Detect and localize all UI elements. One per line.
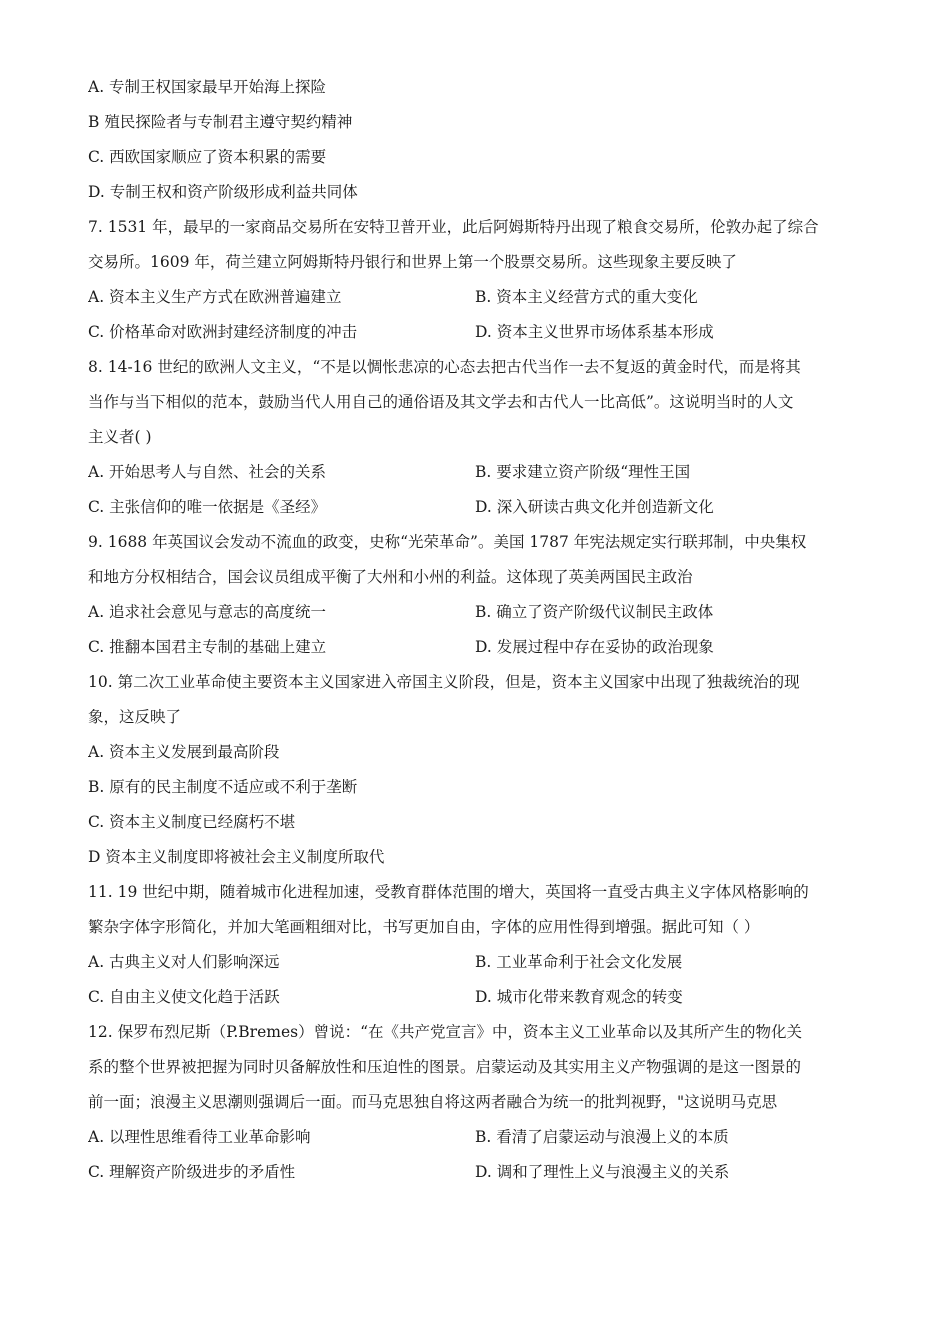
- q8-option-c: C. 主张信仰的唯一依据是《圣经》: [88, 498, 327, 516]
- q6-option-d: D. 专制王权和资产阶级形成利益共同体: [88, 183, 358, 201]
- q8-option-b: B. 要求建立资产阶级“理性王国: [475, 463, 691, 481]
- q12-option-b: B. 看清了启蒙运动与浪漫上义的本质: [475, 1128, 729, 1146]
- q7-option-d: D. 资本主义世界市场体系基本形成: [475, 323, 714, 341]
- q11-option-b: B. 工业革命利于社会文化发展: [475, 953, 683, 971]
- q11-options-row-2: [88, 980, 863, 1015]
- q11-option-c: C. 自由主义使文化趋于活跃: [88, 988, 280, 1006]
- q9-stem-line-2: 和地方分权相结合，国会议员组成平衡了大州和小州的利益。这体现了英美两国民主政治: [88, 568, 693, 586]
- q7-options-row-2: [88, 315, 863, 350]
- q9-option-a: A. 追求社会意见与意志的高度统一: [88, 603, 327, 621]
- q12-options-row-2: [88, 1155, 863, 1190]
- q7-option-b: B. 资本主义经营方式的重大变化: [475, 288, 698, 306]
- q12-option-c: C. 理解资产阶级进步的矛盾性: [88, 1163, 296, 1181]
- q9-stem-line-1: 9. 1688 年英国议会发动不流血的政变，史称“光荣革命”。美国 1787 年宪法规定实行联邦制，中央集权: [88, 533, 807, 551]
- q10-option-a: A. 资本主义发展到最高阶段: [88, 743, 280, 761]
- q7-stem-line-2: 交易所。1609 年，荷兰建立阿姆斯特丹银行和世界上第一个股票交易所。这些现象主要反映了: [88, 253, 737, 271]
- q8-option-a: A. 开始思考人与自然、社会的关系: [88, 463, 327, 481]
- q11-options-row-1: [88, 945, 863, 980]
- q12-option-d: D. 调和了理性上义与浪漫主义的关系: [475, 1163, 730, 1181]
- q12-options-row-1: [88, 1120, 863, 1155]
- q11-option-d: D. 城市化带来教育观念的转变: [475, 988, 683, 1006]
- q6-option-a: A. 专制王权国家最早开始海上探险: [88, 78, 327, 96]
- q10-option-c: C. 资本主义制度已经腐朽不堪: [88, 813, 296, 831]
- q8-options-row-1: [88, 455, 863, 490]
- q8-stem-line-2: 当作与当下相似的范本，鼓励当代人用自己的通俗语及其文学去和古代人一比高低”。这说明当时的人文: [88, 393, 794, 411]
- q9-option-b: B. 确立了资产阶级代议制民主政体: [475, 603, 714, 621]
- q10-option-b: B. 原有的民主制度不适应或不利于垄断: [88, 778, 358, 796]
- q6-option-c: C. 西欧国家顺应了资本积累的需要: [88, 148, 327, 166]
- q9-option-c: C. 推翻本国君主专制的基础上建立: [88, 638, 327, 656]
- q9-options-row-1: [88, 595, 863, 630]
- q8-options-row-2: [88, 490, 863, 525]
- q10-option-d: D 资本主义制度即将被社会主义制度所取代: [88, 848, 385, 866]
- q8-option-d: D. 深入研读古典文化并创造新文化: [475, 498, 714, 516]
- q11-option-a: A. 古典主义对人们影响深远: [88, 953, 280, 971]
- q12-option-a: A. 以理性思维看待工业革命影响: [88, 1128, 311, 1146]
- q7-options-row-1: [88, 280, 863, 315]
- q8-stem-line-3: 主义者( ): [88, 428, 152, 446]
- q8-stem-line-1: 8. 14-16 世纪的欧洲人文主义，“不是以惆怅悲凉的心态去把古代当作一去不复返的黄金时代，而是将其: [88, 358, 801, 376]
- q6-option-b: B 殖民探险者与专制君主遵守契约精神: [88, 113, 353, 131]
- q9-option-d: D. 发展过程中存在妥协的政治现象: [475, 638, 714, 656]
- q12-stem-line-2: 系的整个世界被把握为同时贝备解放性和压迫性的图景。启蒙运动及其实用主义产物强调的是这一图景的: [88, 1058, 802, 1076]
- q7-option-a: A. 资本主义生产方式在欧洲普遍建立: [88, 288, 342, 306]
- q10-stem-line-1: 10. 第二次工业革命使主要资本主义国家进入帝国主义阶段，但是，资本主义国家中出现了独裁统治的现: [88, 673, 800, 691]
- q12-stem-line-3: 前一面；浪漫主义思潮则强调后一面。而马克思独自将这两者融合为统一的批判视野，"这说明马克思: [88, 1093, 778, 1111]
- q12-stem-line-1: 12. 保罗布烈尼斯（P.Bremes）曾说：“在《共产党宣言》中，资本主义工业革命以及其所产生的物化关: [88, 1023, 803, 1041]
- q11-stem-line-2: 繁杂字体字形简化，并加大笔画粗细对比，书写更加自由，字体的应用性得到增强。据此可知（ ）: [88, 918, 760, 936]
- q9-options-row-2: [88, 630, 863, 665]
- q7-option-c: C. 价格革命对欧洲封建经济制度的冲击: [88, 323, 358, 341]
- exam-page: [88, 70, 863, 1190]
- q11-stem-line-1: 11. 19 世纪中期，随着城市化进程加速，受教育群体范围的增大，英国将一直受古典主义字体风格影响的: [88, 883, 809, 901]
- q7-stem-line-1: 7. 1531 年，最早的一家商品交易所在安特卫普开业，此后阿姆斯特丹出现了粮食交易所，伦敦办起了综合: [88, 218, 819, 236]
- q10-stem-line-2: 象，这反映了: [88, 708, 182, 726]
